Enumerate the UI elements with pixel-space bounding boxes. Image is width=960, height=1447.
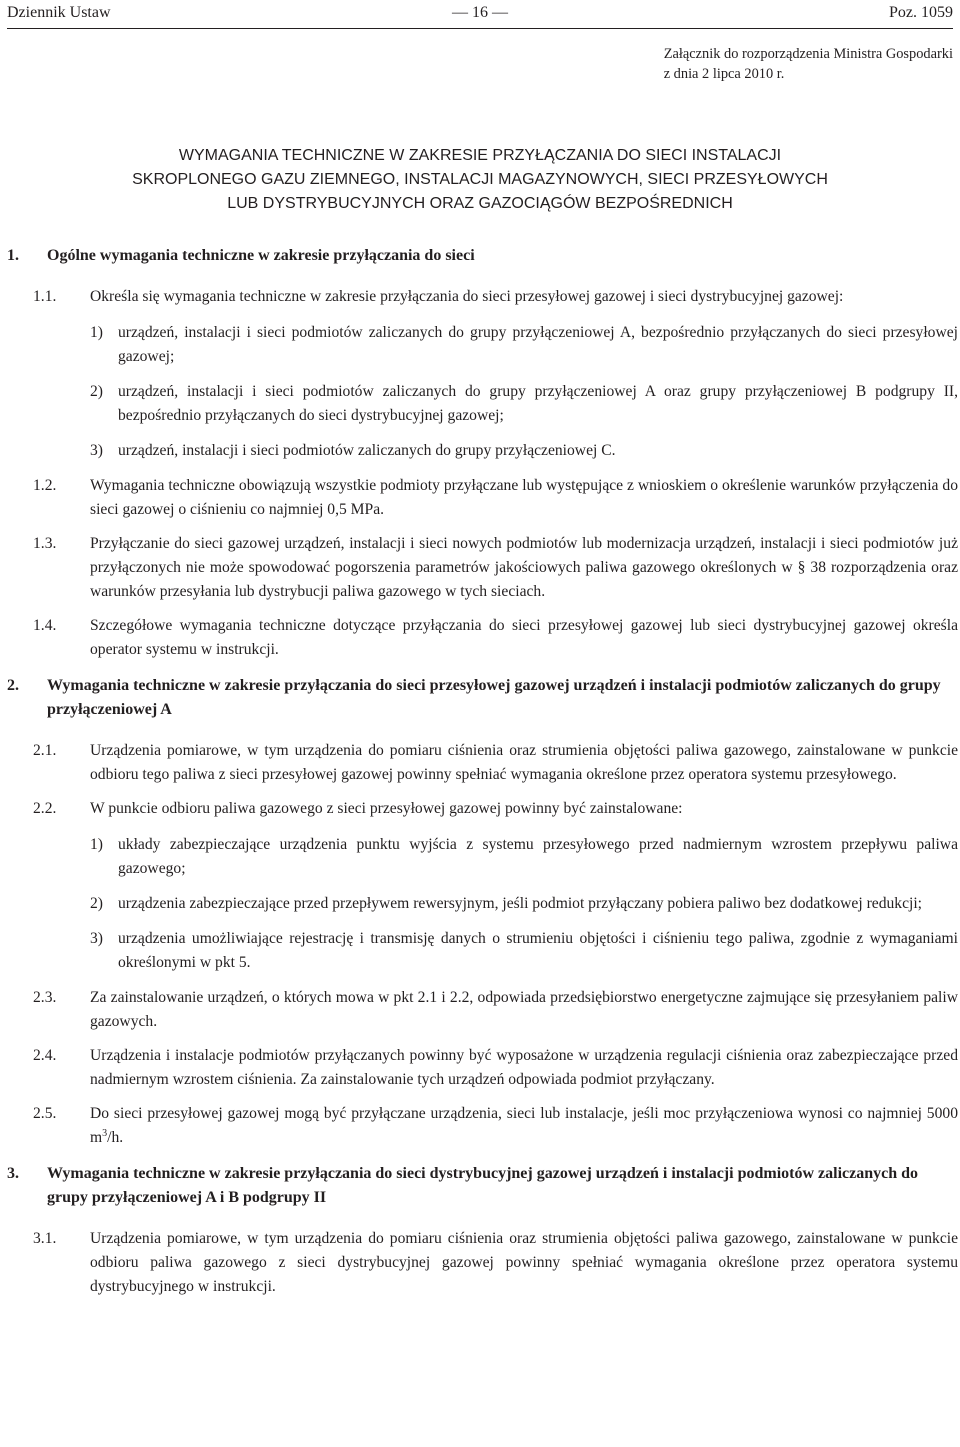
list-item-text: urządzenia zabezpieczające przed przepływem rewersyjnym, jeśli podmiot przyłączany pobiera paliwo bez dodatkowej redukcji; (118, 895, 923, 912)
list-item-number: 1) (90, 836, 103, 853)
superscript-exponent: 3 (102, 1127, 108, 1139)
paragraph-text: Urządzenia pomiarowe, w tym urządzenia do pomiaru ciśnienia oraz strumienia objętości paliwa gazowego, zainstalowane w punkcie odbioru paliwa gazowego z sieci dystrybucyjnej gazowej powinny spełniać wymagania określone przez operatora systemu dystrybucyjnego w instrukcji. (90, 1230, 958, 1295)
list-item-number: 1) (90, 324, 103, 341)
paragraph-3-1 (7, 1227, 958, 1299)
paragraph-2-3 (7, 986, 958, 1034)
section-title: Ogólne wymagania techniczne w zakresie przyłączania do sieci (47, 247, 475, 264)
paragraph-number: 1.2. (33, 477, 57, 494)
list-item (7, 927, 958, 975)
list-item (7, 321, 958, 369)
paragraph-1-1 (7, 285, 958, 309)
paragraph-1-4 (7, 614, 958, 662)
paragraph-2-2 (7, 797, 958, 821)
section-heading-2 (7, 674, 958, 722)
page-number: — 16 — (452, 4, 508, 21)
paragraph-2-5 (7, 1102, 958, 1150)
list-item (7, 380, 958, 428)
paragraph-2-1 (7, 739, 958, 787)
list-item-text: urządzenia umożliwiające rejestrację i transmisję danych o strumieniu objętości i ciśnieniu tego paliwa, zgodnie z wymaganiami określonymi w pkt 5. (118, 930, 958, 971)
paragraph-text: Urządzenia pomiarowe, w tym urządzenia do pomiaru ciśnienia oraz strumienia objętości paliwa gazowego, zainstalowane w punkcie odbioru tego paliwa z sieci przesyłowej gazowej powinny spełniać wymagania określone przez operatora systemu przesyłowego. (90, 742, 958, 783)
paragraph-text: Za zainstalowanie urządzeń, o których mowa w pkt 2.1 i 2.2, odpowiada przedsiębiorstwo energetyczne zajmujące się przesyłaniem paliw gazowych. (90, 989, 958, 1030)
section-heading-1 (7, 244, 958, 268)
paragraph-text: W punkcie odbioru paliwa gazowego z sieci przesyłowej gazowej powinny być zainstalowane: (90, 800, 683, 817)
paragraph-text: Szczegółowe wymagania techniczne dotyczące przyłączania do sieci przesyłowej gazowej lub sieci dystrybucyjnej gazowej określa operator systemu w instrukcji. (90, 617, 958, 658)
title-line-2: SKROPLONEGO GAZU ZIEMNEGO, INSTALACJI MAGAZYNOWYCH, SIECI PRZESYŁOWYCH (132, 171, 828, 188)
paragraph-number: 2.1. (33, 742, 57, 759)
paragraph-text: Wymagania techniczne obowiązują wszystkie podmioty przyłączane lub występujące z wnioskiem o określenie warunków przyłączenia do sieci gazowej o ciśnieniu co najmniej 0,5 MPa. (90, 477, 958, 518)
header-divider (7, 28, 953, 29)
list-item-number: 3) (90, 442, 103, 459)
list-item-text: urządzeń, instalacji i sieci podmiotów zaliczanych do grupy przyłączeniowej A oraz grupy przyłączeniowej B podgrupy II, bezpośrednio przyłączanych do sieci dystrybucyjnej gazowej; (118, 383, 958, 424)
item-number: Poz. 1059 (889, 4, 953, 21)
paragraph-number: 2.3. (33, 989, 57, 1006)
paragraph-text: Przyłączanie do sieci gazowej urządzeń, instalacji i sieci nowych podmiotów lub modernizacja urządzeń, instalacji i sieci podmiotów już przyłączonych nie może spowodować pogorszenia parametrów jakościowych paliwa gazowego określonych w § 38 rozporządzenia oraz warunków przesyłania lub dystrybucji paliwa gazowego w tych sieciach. (90, 535, 958, 600)
section-number: 1. (7, 247, 19, 264)
document-title (0, 144, 960, 216)
paragraph-number: 1.4. (33, 617, 57, 634)
section-number: 2. (7, 677, 19, 694)
paragraph-number: 1.1. (33, 288, 57, 305)
paragraph-2-4 (7, 1044, 958, 1092)
section-title: Wymagania techniczne w zakresie przyłączania do sieci przesyłowej gazowej urządzeń i instalacji podmiotów zaliczanych do grupy przyłączeniowej A (47, 677, 941, 718)
title-line-3: LUB DYSTRYBUCYJNYCH ORAZ GAZOCIĄGÓW BEZPOŚREDNICH (227, 195, 733, 212)
list-item (7, 892, 958, 916)
paragraph-text-unit: /h. (107, 1129, 124, 1146)
annex-line-2: z dnia 2 lipca 2010 r. (663, 66, 785, 82)
paragraph-number: 2.2. (33, 800, 57, 817)
section-heading-3 (7, 1162, 958, 1210)
paragraph-number: 2.4. (33, 1047, 57, 1064)
list-item-text: urządzeń, instalacji i sieci podmiotów zaliczanych do grupy przyłączeniowej A, bezpośrednio przyłączanych do sieci przesyłowej gazowej; (118, 324, 958, 365)
journal-name: Dziennik Ustaw (7, 4, 111, 21)
paragraph-number: 2.5. (33, 1105, 57, 1122)
section-number: 3. (7, 1165, 19, 1182)
list-item-number: 3) (90, 930, 103, 947)
page-header (7, 0, 953, 28)
paragraph-text: Określa się wymagania techniczne w zakresie przyłączania do sieci przesyłowej gazowej i sieci dystrybucyjnej gazowej: (90, 288, 844, 305)
document-body (7, 244, 958, 1309)
list-item-number: 2) (90, 383, 103, 400)
annex-note (664, 44, 953, 84)
section-title: Wymagania techniczne w zakresie przyłączania do sieci dystrybucyjnej gazowej urządzeń i instalacji podmiotów zaliczanych do grupy przyłączeniowej A i B podgrupy II (47, 1165, 919, 1206)
annex-line-1: Załącznik do rozporządzenia Ministra Gospodarki (663, 46, 953, 62)
list-item-text: urządzeń, instalacji i sieci podmiotów zaliczanych do grupy przyłączeniowej C. (118, 442, 616, 459)
paragraph-text (90, 1105, 958, 1146)
paragraph-number: 3.1. (33, 1230, 57, 1247)
paragraph-text-main: Do sieci przesyłowej gazowej mogą być przyłączane urządzenia, sieci lub instalacje, jeśli moc przyłączeniowa wynosi co najmniej 5000 m (90, 1105, 958, 1146)
list-item (7, 439, 958, 463)
list-item-text: układy zabezpieczające urządzenia punktu wyjścia z systemu przesyłowego przed nadmiernym wzrostem przepływu paliwa gazowego; (118, 836, 958, 877)
paragraph-1-3 (7, 532, 958, 604)
paragraph-1-2 (7, 474, 958, 522)
list-item (7, 833, 958, 881)
title-line-1: WYMAGANIA TECHNICZNE W ZAKRESIE PRZYŁĄCZANIA DO SIECI INSTALACJI (178, 147, 782, 164)
paragraph-number: 1.3. (33, 535, 57, 552)
paragraph-text: Urządzenia i instalacje podmiotów przyłączanych powinny być wyposażone w urządzenia regulacji ciśnienia oraz zabezpieczające przed nadmiernym wzrostem ciśnienia. Za zainstalowanie tych urządzeń odpowiada podmiot przyłączany. (90, 1047, 958, 1088)
list-item-number: 2) (90, 895, 103, 912)
